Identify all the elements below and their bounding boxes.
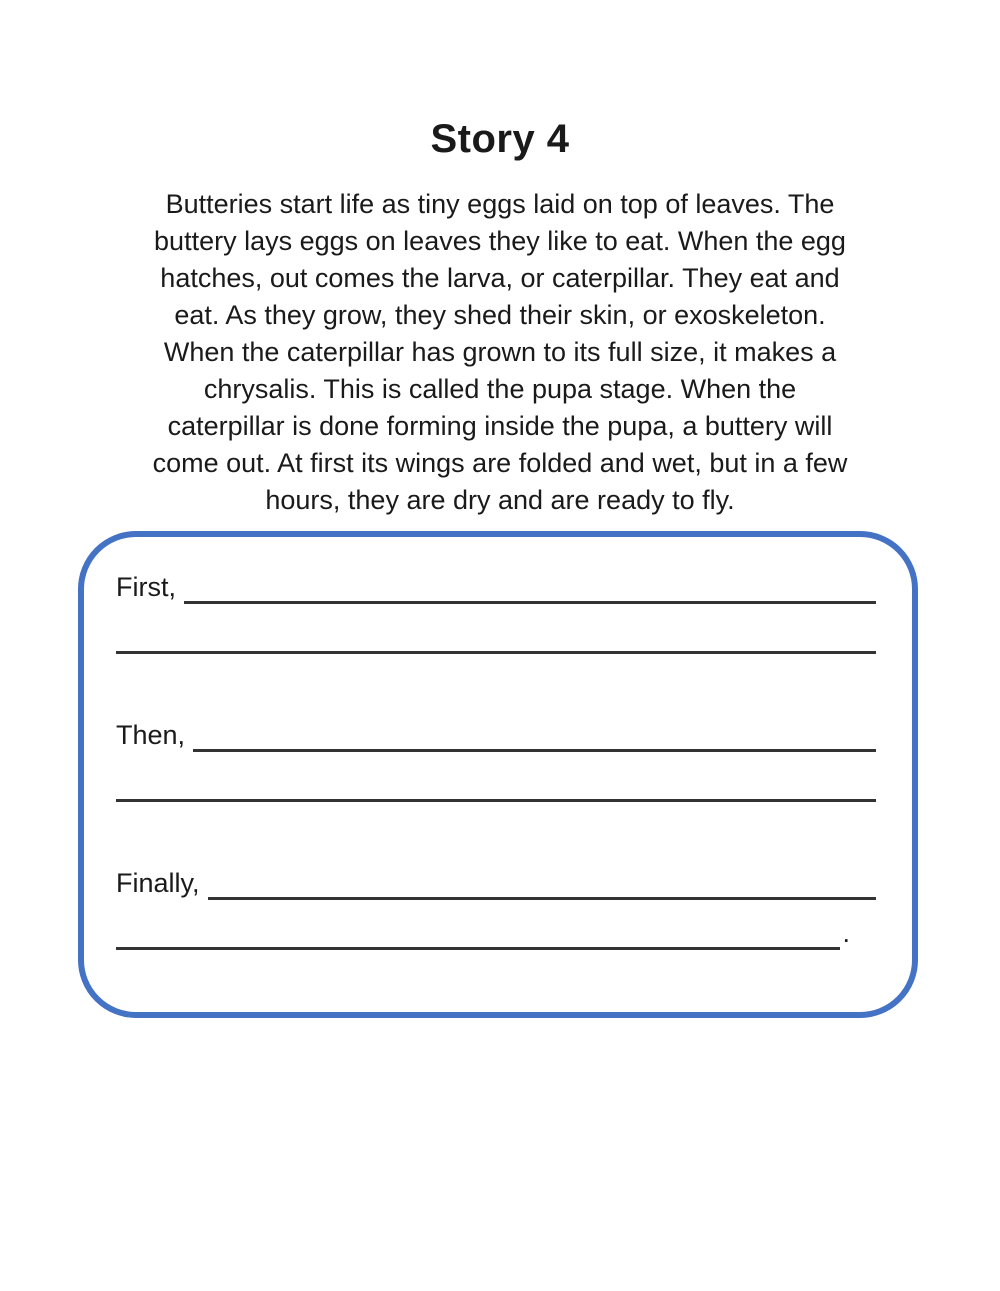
answer-blank[interactable] <box>193 746 876 752</box>
prompt-row-finally <box>116 850 876 900</box>
final-period: . <box>842 918 850 948</box>
prompt-label-finally: Finally, <box>116 868 200 898</box>
story-paragraph <box>0 186 1000 519</box>
answer-blank[interactable] <box>116 944 840 950</box>
story-line: buttery lays eggs on leaves they like to eat. When the egg <box>154 226 846 256</box>
answer-blank[interactable] <box>116 648 876 654</box>
answer-box <box>78 531 918 1018</box>
page-title: Story 4 <box>430 117 570 161</box>
answer-row-then <box>116 752 876 802</box>
prompt-label-then: Then, <box>116 720 186 750</box>
story-line: eat. As they grow, they shed their skin, or exoskeleton. <box>174 300 826 330</box>
story-line: Butteries start life as tiny eggs laid on top of leaves. The <box>165 189 835 219</box>
answer-blank[interactable] <box>184 598 876 604</box>
answer-row-finally <box>116 900 876 950</box>
story-line: caterpillar is done forming inside the pupa, a buttery will <box>167 411 833 441</box>
prompt-row-then <box>116 702 876 752</box>
story-line: hatches, out comes the larva, or caterpillar. They eat and <box>160 263 840 293</box>
story-line: come out. At first its wings are folded and wet, but in a few <box>152 448 848 478</box>
story-line: hours, they are dry and are ready to fly. <box>265 485 735 515</box>
answer-blank[interactable] <box>208 894 876 900</box>
story-line: When the caterpillar has grown to its full size, it makes a <box>163 337 837 367</box>
answer-blank[interactable] <box>116 796 876 802</box>
story-line: chrysalis. This is called the pupa stage. When the <box>203 374 797 404</box>
answer-row-first <box>116 604 876 654</box>
prompt-row-first <box>116 554 876 604</box>
prompt-label-first: First, <box>116 572 176 602</box>
